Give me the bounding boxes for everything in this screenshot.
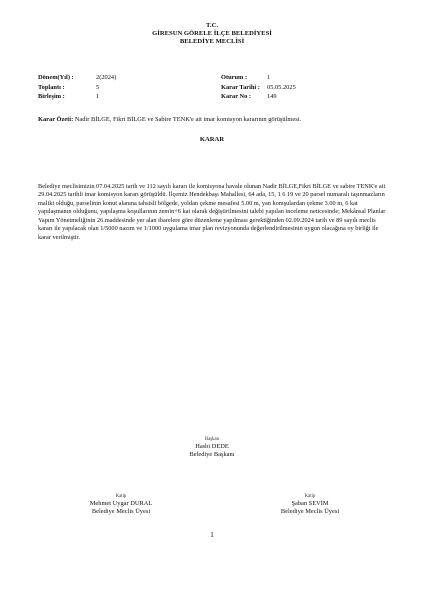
signature-role: Başkan [204,437,220,442]
karar-tarihi-label: Karar Tarihi : [221,83,260,91]
signature-name: Hasbi DEDE [195,443,229,450]
decision-summary [38,116,388,124]
signature-chairman [162,436,262,460]
meta-row-karar-tarihi [221,83,296,93]
decision-title: KARAR [199,136,225,143]
karar-tarihi-value: 05.05.2025 [267,83,296,91]
signature-clerk-2 [255,493,365,517]
oturum-value: 1 [267,74,271,81]
donem-value: 2(2024) [96,74,117,81]
karar-no-label: Karar No : [221,93,252,101]
header-tc: T.C. [206,22,218,29]
summary-label: Karar Özeti: [38,116,74,123]
signature-name: Mehmet Uygar DURAL [89,500,153,507]
birlesim-label: Birleşim : [38,93,65,101]
signature-clerk-1 [66,493,176,517]
header-municipality: GİRESUN GÖRELE İLÇE BELEDİYESİ [152,30,272,38]
donem-label: Dönem(Yıl) : [38,74,74,81]
birlesim-value: 1 [96,93,100,101]
summary-text: Nadir BİLGE, Fikri BİLGE ve Sabire TENK'e ait imar komisyon kararının görüşülmesi. [73,116,302,123]
toplanti-value: 5 [96,83,100,91]
signature-role: Katip [115,494,127,499]
signature-title: Belediye Başkanı [189,451,235,459]
header-council: BELEDİYE MECLİSİ [179,38,245,46]
signature-title: Belediye Meclis Üyesi [280,508,340,516]
document-header [0,22,424,47]
meta-row-oturum [221,73,296,83]
meta-row-birlesim [38,92,116,102]
meta-row-toplanti [38,83,116,93]
meta-row-donem [38,73,116,83]
meta-right [221,73,296,102]
decision-body: Belediye meclisimizin 07.04.2025 tarih ve 112 sayılı kararı ile komisyona havale olunan Nadir BİLGE,Fikri BİLGE ve sabire TENK'e ait 29.04.2025 tarihli imar komisyon kararı görüşüldü. İlçemiz Hendekbaşı Mahallesi, 64 ada, 15, 1 6 19 ve 20 parsel numaralı taşınmazların maliki olduğu, parselinin konut alanına tahsisli bölgede, yoldan çekme mesafesi 5.00 m, yan komşulardan çekme 3.00 m, 6 kat yapılaşmanın olduğunu, yapılaşma koşullarının zemin+6 kat olarak değiştirilmesini talebi yapılan inceleme neticesinde; Mekânsal Planlar Yapım Yönetmeliğinin 26.maddesinde yer alan ibarelere göre düzenleme yapılması gerektiğinden 02.09.2024 tarih ve 89 sayılı meclis kararı ile yapılacak olan 1/5000 nazım ve 1/1000 uygulama imar plan revizyonunda değerlendirilmesinin uygun olacağına oy birliği ile karar verilmiştir. [38,183,386,241]
oturum-label: Oturum : [221,74,248,81]
signature-title: Belediye Meclis Üyesi [91,508,151,516]
signature-name: Şaban SEVİM [291,500,329,507]
signature-role: Katip [304,494,316,499]
toplanti-label: Toplantı : [38,83,65,91]
meta-left [38,73,116,102]
page-number: 1 [210,530,214,539]
karar-no-value: 149 [267,93,277,101]
meta-row-karar-no [221,92,296,102]
